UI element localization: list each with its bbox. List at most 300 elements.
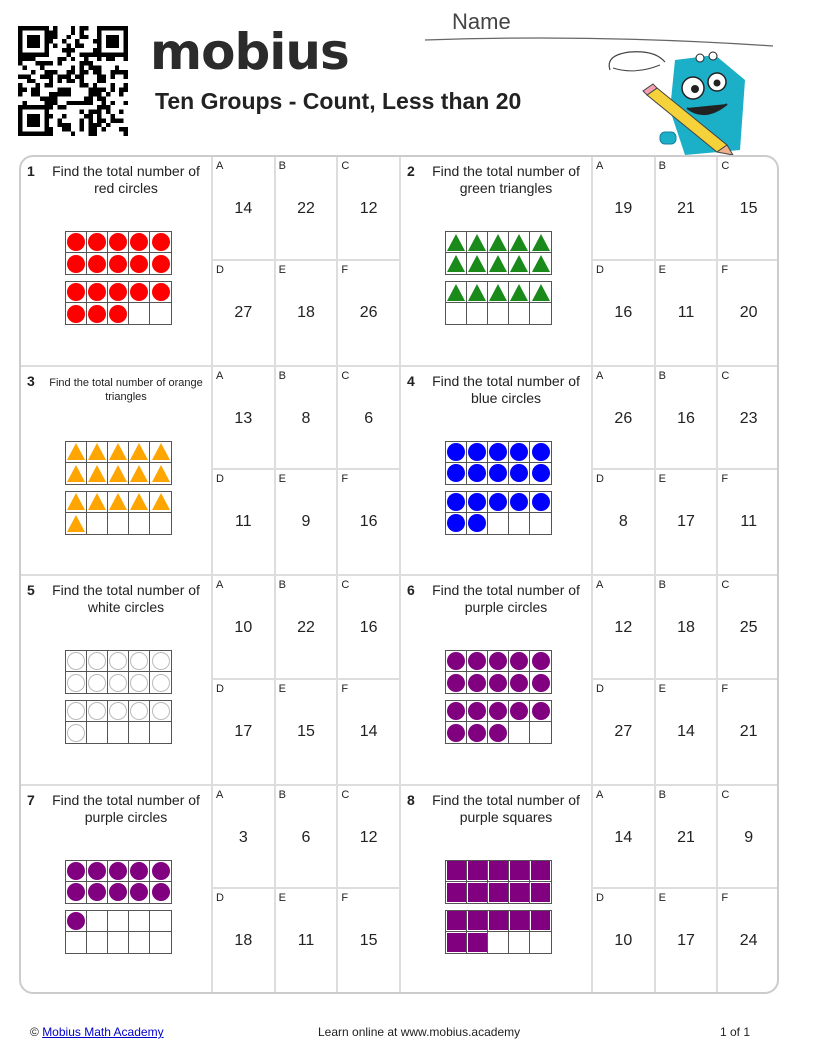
question-prompt: Find the total number of purple circles <box>52 791 200 825</box>
counter-triangle <box>468 255 486 272</box>
frame-cell <box>467 513 488 534</box>
counter-triangle <box>109 443 127 460</box>
frame-cell <box>66 232 87 253</box>
counter-circle <box>468 443 486 461</box>
ten-frames <box>65 860 172 960</box>
frame-cell <box>129 932 150 953</box>
option-value: 8 <box>301 409 311 427</box>
option-value: 10 <box>234 619 253 636</box>
frame-cell <box>488 932 509 953</box>
frame-cell <box>108 303 129 324</box>
frame-cell <box>66 253 87 274</box>
frame-cell <box>530 282 551 303</box>
counter-triangle <box>130 493 148 510</box>
answer-option-d[interactable] <box>211 680 274 784</box>
option-letter: A <box>216 579 224 591</box>
answer-option-e[interactable] <box>274 470 337 574</box>
option-letter: C <box>721 788 730 801</box>
counter-square <box>531 911 550 930</box>
ten-frame <box>445 860 552 904</box>
name-label: Name <box>452 9 511 34</box>
counter-circle <box>88 305 106 323</box>
counter-square <box>510 861 529 880</box>
ten-frame <box>445 650 552 694</box>
frame-cell <box>150 492 171 513</box>
answer-option-f[interactable] <box>336 680 399 784</box>
option-value: 14 <box>614 828 633 846</box>
answer-option-c[interactable] <box>336 576 399 680</box>
counter-circle <box>468 464 486 482</box>
question-7 <box>21 786 401 995</box>
counter-square <box>489 861 508 880</box>
answer-option-c[interactable] <box>336 786 399 890</box>
option-letter: B <box>658 579 666 591</box>
question-prompt: Find the total number of orange triangles <box>49 376 203 403</box>
frame-cell <box>446 303 467 324</box>
answer-option-b[interactable] <box>654 786 717 890</box>
frame-cell <box>129 672 150 693</box>
option-letter: F <box>721 892 729 905</box>
counter-circle <box>468 514 486 532</box>
copyright-symbol: © <box>30 1025 39 1039</box>
mascot-illustration <box>605 40 755 160</box>
counter-square <box>510 883 529 902</box>
ten-frame <box>445 491 552 535</box>
counter-triangle <box>532 234 550 251</box>
frame-cell <box>108 882 129 903</box>
question-grid <box>19 155 779 994</box>
question-number: 1 <box>27 163 35 179</box>
frame-cell <box>446 463 467 484</box>
frame-cell <box>87 651 108 672</box>
answer-option-b[interactable] <box>654 576 717 680</box>
frame-cell <box>488 513 509 534</box>
frame-cell <box>108 651 129 672</box>
frame-cell <box>108 701 129 722</box>
option-letter: B <box>658 369 666 382</box>
counter-circle <box>67 724 85 742</box>
answer-option-c[interactable] <box>716 786 779 890</box>
answer-options <box>211 786 399 994</box>
answer-option-f[interactable] <box>336 889 399 993</box>
option-value: 15 <box>297 722 315 740</box>
option-letter: F <box>721 263 729 276</box>
counter-circle <box>447 514 465 532</box>
counter-triangle <box>130 465 148 482</box>
frame-cell <box>467 463 488 484</box>
option-letter: C <box>341 160 350 172</box>
frame-cell <box>509 253 530 274</box>
answer-option-f[interactable] <box>716 261 779 365</box>
counter-circle <box>447 652 465 670</box>
frame-cell <box>129 253 150 274</box>
counter-triangle <box>67 465 85 482</box>
option-letter: D <box>216 473 224 486</box>
counter-triangle <box>447 284 465 301</box>
frame-cell <box>129 861 150 882</box>
counter-square <box>447 883 466 902</box>
frame-cell <box>509 303 530 324</box>
answer-option-a[interactable] <box>591 367 654 471</box>
answer-option-e[interactable] <box>274 680 337 784</box>
option-value: 14 <box>234 200 253 217</box>
option-letter: A <box>596 160 604 172</box>
answer-option-b[interactable] <box>654 367 717 471</box>
option-value: 11 <box>235 513 252 531</box>
counter-square <box>447 911 466 930</box>
counter-triangle <box>109 493 127 510</box>
frame-cell <box>530 463 551 484</box>
frame-cell <box>509 672 530 693</box>
frame-cell <box>530 253 551 274</box>
answer-option-c[interactable] <box>716 576 779 680</box>
frame-cell <box>150 722 171 743</box>
frame-cell <box>108 861 129 882</box>
option-letter: A <box>216 788 224 801</box>
counter-triangle <box>489 255 507 272</box>
ten-frame <box>445 441 552 485</box>
answer-option-d[interactable] <box>591 680 654 784</box>
option-value: 8 <box>618 513 628 531</box>
frame-cell <box>129 232 150 253</box>
counter-triangle <box>510 234 528 251</box>
counter-triangle <box>510 255 528 272</box>
option-letter: E <box>658 473 666 486</box>
frame-cell <box>509 861 530 882</box>
option-value: 18 <box>677 619 695 636</box>
counter-circle <box>88 883 106 901</box>
counter-circle <box>88 255 106 273</box>
counter-circle <box>532 493 550 511</box>
frame-cell <box>530 701 551 722</box>
frame-cell <box>446 651 467 672</box>
answer-option-d[interactable] <box>211 889 274 993</box>
frame-cell <box>129 701 150 722</box>
question-prompt: Find the total number of green triangles <box>432 163 580 196</box>
counter-circle <box>88 702 106 720</box>
counter-circle <box>130 702 148 720</box>
answer-option-a[interactable] <box>591 576 654 680</box>
option-letter: F <box>341 682 349 695</box>
option-value: 16 <box>359 619 378 636</box>
option-letter: D <box>596 473 604 486</box>
frame-cell <box>66 722 87 743</box>
frame-cell <box>66 861 87 882</box>
answer-option-e[interactable] <box>654 261 717 365</box>
answer-options <box>211 576 399 784</box>
counter-circle <box>447 493 465 511</box>
option-value: 16 <box>614 303 633 321</box>
frame-cell <box>129 282 150 303</box>
counter-circle <box>67 883 85 901</box>
frame-cell <box>530 651 551 672</box>
frame-cell <box>509 722 530 743</box>
counter-triangle <box>67 493 85 510</box>
counter-triangle <box>67 443 85 460</box>
ten-frames <box>65 231 172 331</box>
answer-options <box>591 786 779 994</box>
frame-cell <box>129 722 150 743</box>
mobius-academy-link[interactable]: Mobius Math Academy <box>42 1025 164 1039</box>
frame-cell <box>446 722 467 743</box>
counter-square <box>531 883 550 902</box>
ten-frame <box>65 281 172 325</box>
counter-circle <box>67 233 85 251</box>
counter-circle <box>510 702 528 720</box>
frame-cell <box>530 492 551 513</box>
option-letter: D <box>216 682 224 695</box>
counter-circle <box>510 464 528 482</box>
counter-square <box>468 861 487 880</box>
ten-frames <box>445 650 552 750</box>
ten-frame <box>65 650 172 694</box>
question-prompt: Find the total number of blue circles <box>432 372 580 406</box>
mobius-logo <box>150 22 349 82</box>
option-value: 21 <box>677 200 695 217</box>
answer-option-a[interactable] <box>591 157 654 261</box>
frame-cell <box>150 253 171 274</box>
frame-cell <box>150 513 171 534</box>
counter-circle <box>152 862 170 880</box>
counter-circle <box>130 255 148 273</box>
option-letter: A <box>596 369 604 382</box>
counter-triangle <box>468 234 486 251</box>
option-letter: B <box>278 788 286 801</box>
counter-circle <box>67 912 85 930</box>
question-number: 4 <box>407 372 415 389</box>
frame-cell <box>446 492 467 513</box>
option-letter: A <box>216 369 224 382</box>
frame-cell <box>488 232 509 253</box>
option-value: 6 <box>364 409 374 427</box>
counter-triangle <box>88 443 106 460</box>
frame-cell <box>150 882 171 903</box>
option-value: 26 <box>614 409 633 427</box>
option-letter: C <box>721 160 730 172</box>
counter-circle <box>152 883 170 901</box>
frame-cell <box>108 253 129 274</box>
answer-option-d[interactable] <box>211 261 274 365</box>
frame-cell <box>150 282 171 303</box>
frame-cell <box>509 882 530 903</box>
option-letter: E <box>658 263 666 276</box>
answer-option-e[interactable] <box>654 470 717 574</box>
frame-cell <box>66 492 87 513</box>
option-letter: C <box>341 788 350 801</box>
answer-option-a[interactable] <box>211 786 274 890</box>
answer-option-d[interactable] <box>211 470 274 574</box>
counter-circle <box>130 233 148 251</box>
counter-circle <box>67 702 85 720</box>
frame-cell <box>509 513 530 534</box>
frame-cell <box>87 463 108 484</box>
option-value: 22 <box>297 619 315 636</box>
counter-triangle <box>152 493 170 510</box>
frame-cell <box>66 701 87 722</box>
answer-option-c[interactable] <box>336 367 399 471</box>
counter-circle <box>152 652 170 670</box>
frame-cell <box>87 911 108 932</box>
frame-cell <box>66 882 87 903</box>
answer-option-a[interactable] <box>591 786 654 890</box>
ten-frames <box>65 650 172 750</box>
frame-cell <box>66 911 87 932</box>
frame-cell <box>150 303 171 324</box>
option-letter: D <box>596 263 604 276</box>
counter-triangle <box>489 284 507 301</box>
frame-cell <box>108 442 129 463</box>
frame-cell <box>87 492 108 513</box>
answer-option-d[interactable] <box>591 261 654 365</box>
frame-cell <box>488 303 509 324</box>
counter-circle <box>109 883 127 901</box>
question-prompt: Find the total number of red circles <box>52 163 200 196</box>
frame-cell <box>530 882 551 903</box>
answer-option-b[interactable] <box>274 576 337 680</box>
answer-option-d[interactable] <box>591 470 654 574</box>
frame-cell <box>129 911 150 932</box>
option-letter: B <box>658 788 666 801</box>
option-value: 11 <box>677 303 695 321</box>
question-number: 7 <box>27 791 35 808</box>
footer-learn-online: Learn online at www.mobius.academy <box>318 1025 521 1039</box>
answer-options <box>591 367 779 575</box>
answer-options <box>591 157 779 365</box>
answer-option-b[interactable] <box>274 157 337 261</box>
counter-circle <box>468 493 486 511</box>
counter-circle <box>67 652 85 670</box>
counter-circle <box>88 674 106 692</box>
counter-square <box>510 911 529 930</box>
option-letter: C <box>341 579 350 591</box>
counter-triangle <box>447 255 465 272</box>
option-letter: B <box>658 160 666 172</box>
counter-circle <box>152 702 170 720</box>
option-value: 12 <box>359 200 378 217</box>
answer-option-e[interactable] <box>654 680 717 784</box>
answer-option-a[interactable] <box>211 576 274 680</box>
answer-option-c[interactable] <box>336 157 399 261</box>
answer-option-e[interactable] <box>654 889 717 993</box>
frame-cell <box>509 442 530 463</box>
frame-cell <box>108 232 129 253</box>
frame-cell <box>66 303 87 324</box>
frame-cell <box>108 463 129 484</box>
question-number: 6 <box>407 582 415 598</box>
counter-triangle <box>489 234 507 251</box>
ten-frame <box>65 910 172 954</box>
frame-cell <box>509 651 530 672</box>
frame-cell <box>530 513 551 534</box>
frame-cell <box>446 932 467 953</box>
counter-circle <box>447 443 465 461</box>
answer-option-b[interactable] <box>274 786 337 890</box>
ten-frame <box>445 910 552 954</box>
option-value: 12 <box>359 828 378 846</box>
frame-cell <box>530 722 551 743</box>
answer-option-f[interactable] <box>336 261 399 365</box>
frame-cell <box>467 932 488 953</box>
answer-option-f[interactable] <box>716 470 779 574</box>
answer-option-b[interactable] <box>654 157 717 261</box>
option-value: 25 <box>739 619 758 636</box>
frame-cell <box>509 282 530 303</box>
answer-option-c[interactable] <box>716 367 779 471</box>
answer-option-b[interactable] <box>274 367 337 471</box>
frame-cell <box>150 932 171 953</box>
frame-cell <box>467 442 488 463</box>
answer-option-a[interactable] <box>211 157 274 261</box>
answer-option-c[interactable] <box>716 157 779 261</box>
frame-cell <box>488 722 509 743</box>
frame-cell <box>530 932 551 953</box>
counter-circle <box>109 233 127 251</box>
counter-triangle <box>510 284 528 301</box>
counter-circle <box>510 493 528 511</box>
option-value: 9 <box>301 513 311 531</box>
frame-cell <box>530 861 551 882</box>
frame-cell <box>509 701 530 722</box>
ten-frame <box>445 281 552 325</box>
frame-cell <box>108 722 129 743</box>
counter-circle <box>489 674 507 692</box>
option-value: 3 <box>238 828 248 846</box>
frame-cell <box>66 932 87 953</box>
option-letter: B <box>278 579 286 591</box>
option-value: 9 <box>744 828 754 846</box>
frame-cell <box>467 253 488 274</box>
frame-cell <box>108 672 129 693</box>
option-letter: B <box>278 369 286 382</box>
answer-option-f[interactable] <box>716 680 779 784</box>
frame-cell <box>129 513 150 534</box>
counter-circle <box>510 674 528 692</box>
option-value: 27 <box>614 722 633 740</box>
frame-cell <box>108 911 129 932</box>
frame-cell <box>150 232 171 253</box>
ten-frame <box>445 700 552 744</box>
counter-square <box>489 911 508 930</box>
counter-triangle <box>130 443 148 460</box>
frame-cell <box>87 253 108 274</box>
answer-option-e[interactable] <box>274 889 337 993</box>
frame-cell <box>150 672 171 693</box>
option-value: 17 <box>234 722 253 740</box>
answer-option-f[interactable] <box>336 470 399 574</box>
answer-option-f[interactable] <box>716 889 779 993</box>
answer-option-e[interactable] <box>274 261 337 365</box>
frame-cell <box>150 861 171 882</box>
counter-circle <box>67 674 85 692</box>
ten-frames <box>445 231 552 331</box>
frame-cell <box>488 492 509 513</box>
counter-circle <box>67 283 85 301</box>
frame-cell <box>446 861 467 882</box>
ten-frame <box>65 491 172 535</box>
frame-cell <box>150 701 171 722</box>
answer-option-d[interactable] <box>591 889 654 993</box>
counter-circle <box>130 674 148 692</box>
option-value: 19 <box>614 200 633 217</box>
counter-triangle <box>109 465 127 482</box>
option-letter: A <box>596 579 604 591</box>
answer-option-a[interactable] <box>211 367 274 471</box>
logo-text: mobius <box>150 23 349 81</box>
frame-cell <box>488 463 509 484</box>
frame-cell <box>129 442 150 463</box>
frame-cell <box>150 442 171 463</box>
option-value: 15 <box>359 932 378 950</box>
